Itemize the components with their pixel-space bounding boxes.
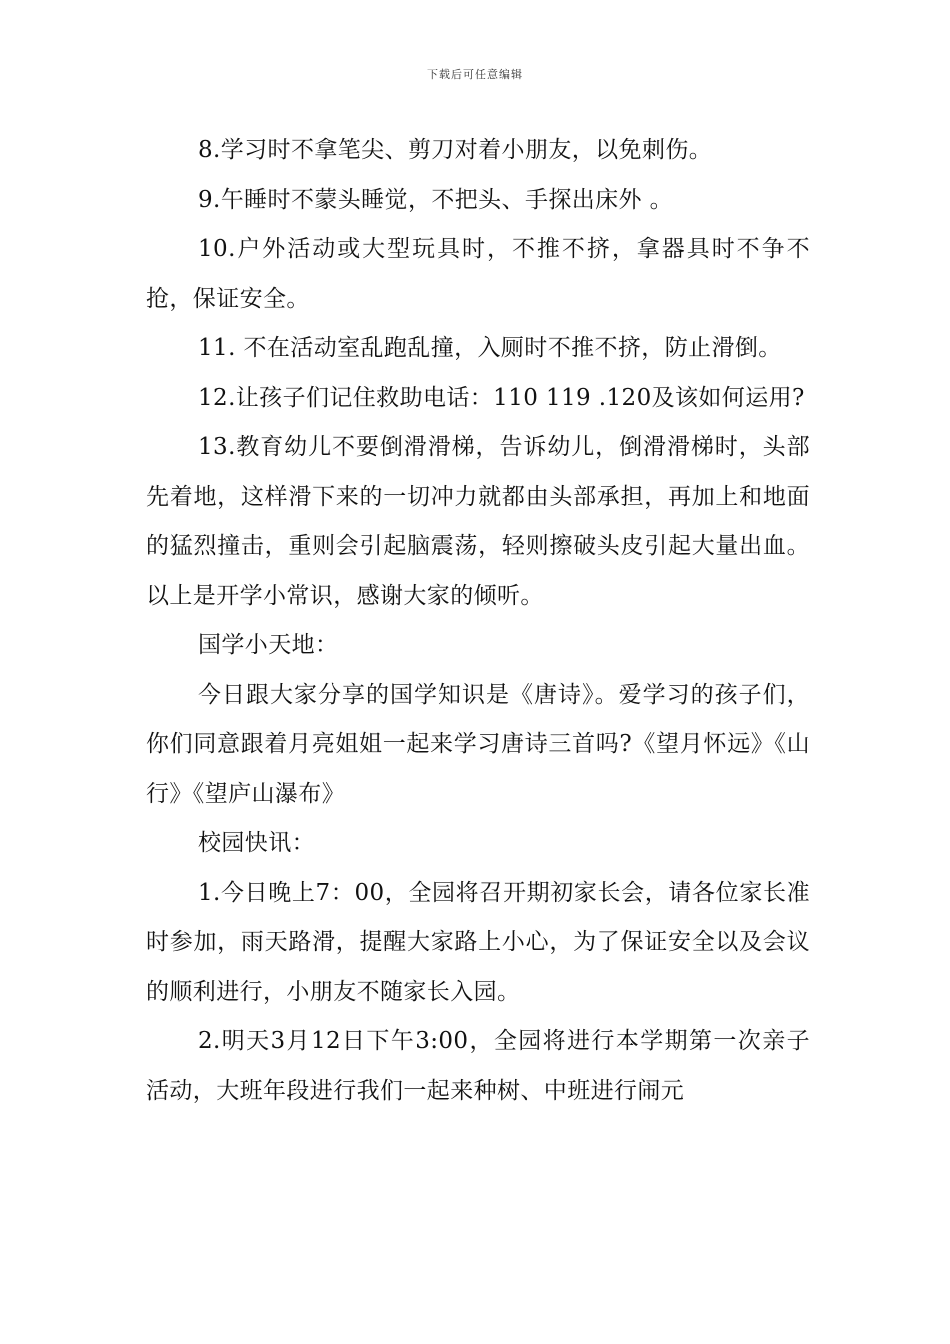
section-heading-news: 校园快讯： — [198, 830, 315, 856]
paragraph-item-8: 8.学习时不拿笔尖、剪刀对着小朋友，以免刺伤。 — [198, 137, 713, 163]
paragraph-item-9: 9.午睡时不蒙头睡觉，不把头、手探出床外 。 — [198, 186, 674, 213]
paragraph-item-12: 12.让孩子们记住救助电话：110 119 .120及该如何运用? — [198, 384, 805, 411]
news-item-2: 2.明天3月12日下午3:00，全园将进行本学期第一次亲子活动，大班年段进行我们一起来种树、中班进行闹元 — [146, 1028, 810, 1104]
document-body — [146, 126, 810, 1116]
section-heading-guoxue: 国学小天地： — [198, 632, 339, 658]
paragraph-item-13: 13.教育幼儿不要倒滑滑梯，告诉幼儿，倒滑滑梯时，头部先着地，这样滑下来的一切冲力就都由头部承担，再加上和地面的猛烈撞击，重则会引起脑震荡，轻则擦破头皮引起大量出血。以上是开学小常识，感谢大家的倾听。 — [146, 434, 810, 609]
paragraph-item-10: 10.户外活动或大型玩具时，不推不挤，拿器具时不争不抢，保证安全。 — [146, 236, 810, 312]
page-header: 下载后可任意编辑 — [427, 68, 523, 81]
paragraph-item-11: 11. 不在活动室乱跑乱撞，入厕时不推不挤，防止滑倒。 — [198, 335, 782, 361]
paragraph-guoxue: 今日跟大家分享的国学知识是《唐诗》。爱学习的孩子们，你们同意跟着月亮姐姐一起来学习唐诗三首吗?《望月怀远》《山行》《望庐山瀑布》 — [146, 681, 810, 807]
news-item-1: 1.今日晚上7：00，全园将召开期初家长会，请各位家长准时参加，雨天路滑，提醒大家路上小心，为了保证安全以及会议的顺利进行，小朋友不随家长入园。 — [146, 879, 810, 1005]
